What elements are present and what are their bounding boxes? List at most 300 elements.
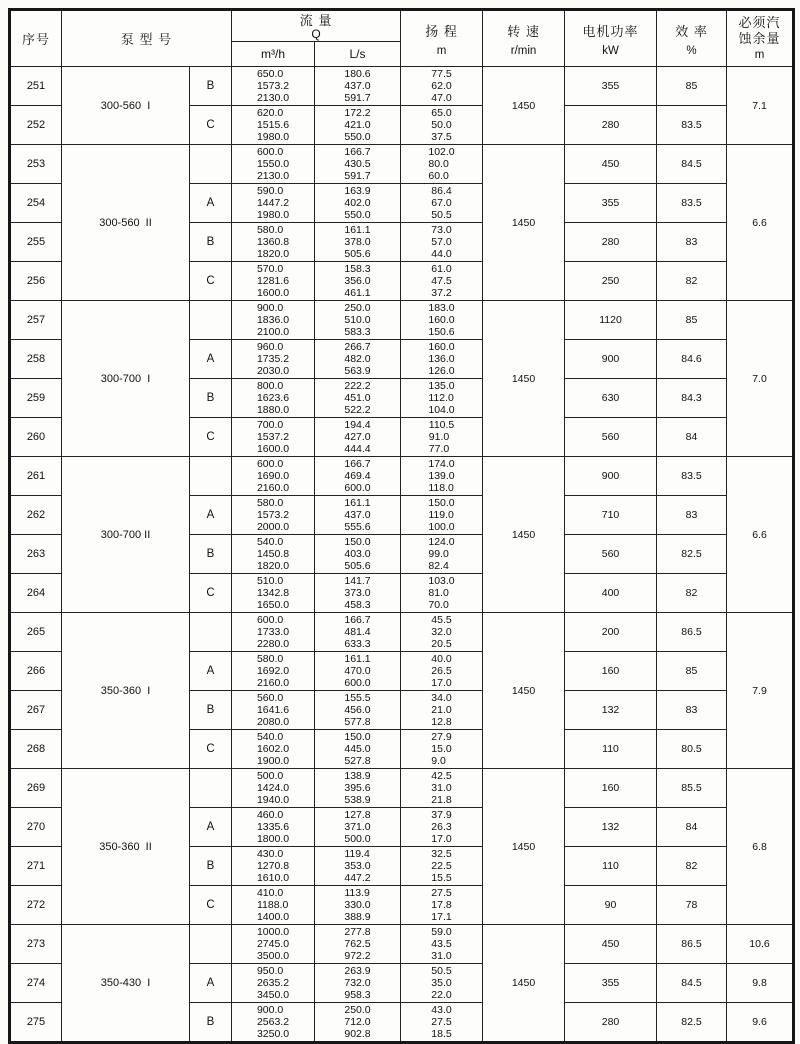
- flow-ls-cell-values: [344, 341, 370, 378]
- value-line: 141.7: [344, 574, 371, 587]
- table-row: [10, 613, 794, 652]
- value-line: 27.5: [431, 886, 452, 899]
- speed-cell: 1450: [483, 301, 565, 457]
- header-efficiency-title: 效 率: [675, 23, 708, 39]
- flow-ls-cell: [315, 145, 401, 184]
- value-line: 174.0: [428, 457, 455, 470]
- value-line: 9.0: [431, 755, 446, 768]
- eff-cell: 83: [657, 496, 727, 535]
- serial-cell: 270: [10, 808, 62, 847]
- serial-cell: 261: [10, 457, 62, 496]
- value-line: 958.3: [344, 989, 371, 1002]
- header-efficiency: [657, 10, 727, 67]
- variant-cell: [190, 925, 232, 964]
- pump-table-body: [10, 67, 794, 1043]
- value-line: 470.0: [344, 664, 371, 677]
- flow-m3h-cell: [232, 691, 315, 730]
- header-speed-stack: [483, 16, 564, 62]
- header-power: [565, 10, 657, 67]
- variant-cell: A: [190, 496, 232, 535]
- variant-cell: C: [190, 262, 232, 301]
- flow-m3h-cell: [232, 145, 315, 184]
- value-line: 80.0: [428, 157, 449, 170]
- flow-ls-cell-values: [344, 848, 370, 885]
- variant-cell: C: [190, 106, 232, 145]
- eff-cell: 82.5: [657, 1003, 727, 1043]
- value-line: 388.9: [344, 911, 371, 924]
- value-line: 560.0: [256, 691, 284, 704]
- value-line: 57.0: [431, 235, 452, 248]
- flow-ls-cell-values: [344, 965, 370, 1002]
- flow-m3h-cell: [232, 223, 315, 262]
- head-cell: [401, 262, 483, 301]
- head-cell-values: [428, 146, 454, 183]
- head-cell-values: [428, 302, 454, 339]
- header-efficiency-stack: [657, 16, 726, 62]
- serial-cell: 257: [10, 301, 62, 340]
- value-line: 1450.8: [256, 547, 290, 560]
- flow-ls-cell-values: [344, 419, 370, 456]
- head-cell: [401, 457, 483, 496]
- flow-ls-cell-values: [344, 692, 370, 729]
- value-line: 600.0: [344, 482, 371, 495]
- value-line: 437.0: [344, 79, 371, 92]
- value-line: 59.0: [431, 925, 452, 938]
- flow-ls-cell-values: [344, 107, 370, 144]
- value-line: 555.6: [344, 521, 371, 534]
- header-npsh-stack: [727, 13, 792, 65]
- value-line: 263.9: [344, 964, 371, 977]
- value-line: 34.0: [431, 691, 452, 704]
- flow-ls-cell: [315, 964, 401, 1003]
- eff-cell: 82: [657, 847, 727, 886]
- flow-m3h-cell: [232, 808, 315, 847]
- power-cell: 90: [565, 886, 657, 925]
- head-cell-values: [428, 341, 454, 378]
- value-line: 180.6: [344, 67, 371, 80]
- value-line: 35.0: [431, 976, 452, 989]
- value-line: 26.5: [431, 664, 452, 677]
- head-cell: [401, 808, 483, 847]
- value-line: 2280.0: [256, 638, 290, 651]
- head-cell: [401, 145, 483, 184]
- head-cell: [401, 1003, 483, 1043]
- flow-ls-cell: [315, 925, 401, 964]
- power-cell: 1120: [565, 301, 657, 340]
- head-cell: [401, 574, 483, 613]
- flow-m3h-cell-values: [257, 848, 289, 885]
- table-row: [10, 925, 794, 964]
- flow-m3h-cell: [232, 496, 315, 535]
- flow-ls-cell: [315, 262, 401, 301]
- pump-spec-table: [8, 8, 795, 1044]
- value-line: 1980.0: [256, 131, 290, 144]
- model-cell: 300-700 I: [62, 301, 190, 457]
- value-line: 600.0: [256, 613, 284, 626]
- value-line: 127.8: [344, 808, 371, 821]
- flow-ls-cell: [315, 769, 401, 808]
- value-line: 395.6: [344, 781, 371, 794]
- value-line: 1800.0: [256, 833, 290, 846]
- eff-cell: 83: [657, 223, 727, 262]
- value-line: 600.0: [256, 145, 284, 158]
- table-header: [10, 10, 794, 67]
- value-line: 577.8: [344, 716, 371, 729]
- flow-m3h-cell-values: [257, 653, 289, 690]
- value-line: 538.9: [344, 794, 371, 807]
- header-npsh-title-line1: 必须汽: [738, 14, 781, 30]
- value-line: 800.0: [256, 379, 284, 392]
- value-line: 60.0: [428, 170, 449, 183]
- head-cell: [401, 730, 483, 769]
- flow-ls-cell: [315, 496, 401, 535]
- value-line: 732.0: [344, 976, 371, 989]
- eff-cell: 83.5: [657, 106, 727, 145]
- npsh-cell: 9.6: [727, 1003, 794, 1043]
- value-line: 26.3: [431, 820, 452, 833]
- table-row: [10, 301, 794, 340]
- value-line: 445.0: [344, 742, 371, 755]
- value-line: 31.0: [431, 781, 452, 794]
- value-line: 550.0: [344, 131, 371, 144]
- head-cell-values: [431, 1004, 451, 1041]
- value-line: 620.0: [256, 106, 284, 119]
- value-line: 42.5: [431, 769, 452, 782]
- value-line: 65.0: [431, 106, 452, 119]
- value-line: 1820.0: [256, 560, 290, 573]
- value-line: 712.0: [344, 1015, 371, 1028]
- power-cell: 132: [565, 691, 657, 730]
- speed-cell: 1450: [483, 67, 565, 145]
- serial-cell: 259: [10, 379, 62, 418]
- value-line: 139.0: [428, 469, 455, 482]
- head-cell: [401, 67, 483, 106]
- head-cell: [401, 847, 483, 886]
- value-line: 2130.0: [256, 170, 290, 183]
- value-line: 166.7: [344, 613, 371, 626]
- flow-ls-cell-values: [344, 68, 370, 105]
- head-cell-values: [428, 536, 454, 573]
- serial-cell: 255: [10, 223, 62, 262]
- head-cell-values: [431, 614, 451, 651]
- head-cell: [401, 496, 483, 535]
- value-line: 17.0: [431, 833, 452, 846]
- head-cell: [401, 535, 483, 574]
- flow-ls-cell-values: [344, 809, 370, 846]
- head-cell: [401, 223, 483, 262]
- value-line: 3450.0: [256, 989, 290, 1002]
- value-line: 600.0: [344, 677, 371, 690]
- value-line: 600.0: [256, 457, 284, 470]
- head-cell: [401, 964, 483, 1003]
- serial-cell: 258: [10, 340, 62, 379]
- value-line: 110.5: [428, 418, 455, 431]
- value-line: 1550.0: [256, 157, 290, 170]
- header-npsh: [727, 10, 794, 67]
- power-cell: 280: [565, 106, 657, 145]
- serial-cell: 273: [10, 925, 62, 964]
- value-line: 482.0: [344, 352, 371, 365]
- value-line: 371.0: [344, 820, 371, 833]
- value-line: 451.0: [344, 391, 371, 404]
- eff-cell: 82: [657, 574, 727, 613]
- flow-m3h-cell: [232, 730, 315, 769]
- value-line: 47.0: [431, 92, 452, 105]
- power-cell: 710: [565, 496, 657, 535]
- eff-cell: 84.3: [657, 379, 727, 418]
- flow-ls-cell-values: [344, 770, 370, 807]
- value-line: 437.0: [344, 508, 371, 521]
- flow-m3h-cell-values: [257, 146, 289, 183]
- flow-m3h-cell: [232, 769, 315, 808]
- value-line: 1735.2: [256, 352, 290, 365]
- value-line: 2160.0: [256, 677, 290, 690]
- flow-ls-cell-values: [344, 302, 370, 339]
- flow-m3h-cell-values: [257, 809, 289, 846]
- value-line: 86.4: [431, 184, 452, 197]
- value-line: 135.0: [428, 379, 455, 392]
- value-line: 155.5: [344, 691, 371, 704]
- value-line: 166.7: [344, 457, 371, 470]
- header-serial: 序号: [10, 10, 62, 67]
- header-flow-ls-unit: L/s: [315, 42, 401, 67]
- variant-cell: A: [190, 652, 232, 691]
- value-line: 580.0: [256, 652, 284, 665]
- head-cell: [401, 769, 483, 808]
- flow-ls-cell: [315, 418, 401, 457]
- flow-m3h-cell-values: [257, 536, 289, 573]
- flow-m3h-cell-values: [257, 1004, 289, 1041]
- eff-cell: 86.5: [657, 613, 727, 652]
- value-line: 27.5: [431, 1015, 452, 1028]
- flow-ls-cell: [315, 67, 401, 106]
- head-cell-values: [428, 380, 454, 417]
- flow-ls-cell-values: [344, 497, 370, 534]
- value-line: 430.0: [256, 847, 284, 860]
- value-line: 1270.8: [256, 859, 290, 872]
- flow-m3h-cell-values: [257, 302, 289, 339]
- variant-cell: A: [190, 964, 232, 1003]
- head-cell-values: [431, 185, 451, 222]
- flow-m3h-cell-values: [257, 692, 289, 729]
- table-row: [10, 457, 794, 496]
- flow-m3h-cell-values: [257, 68, 289, 105]
- serial-cell: 272: [10, 886, 62, 925]
- value-line: 1600.0: [256, 443, 290, 456]
- value-line: 161.1: [344, 652, 371, 665]
- flow-m3h-cell-values: [257, 731, 289, 768]
- value-line: 1360.8: [256, 235, 290, 248]
- flow-m3h-cell: [232, 613, 315, 652]
- value-line: 510.0: [256, 574, 284, 587]
- head-cell-values: [431, 653, 451, 690]
- flow-ls-cell-values: [344, 263, 370, 300]
- variant-cell: B: [190, 223, 232, 262]
- power-cell: 110: [565, 730, 657, 769]
- value-line: 161.1: [344, 223, 371, 236]
- value-line: 481.4: [344, 625, 371, 638]
- value-line: 1537.2: [256, 430, 290, 443]
- head-cell: [401, 379, 483, 418]
- variant-cell: B: [190, 535, 232, 574]
- flow-ls-cell-values: [344, 653, 370, 690]
- value-line: 1733.0: [256, 625, 290, 638]
- head-cell-values: [431, 926, 451, 963]
- value-line: 1515.6: [256, 118, 290, 131]
- flow-m3h-cell: [232, 301, 315, 340]
- flow-m3h-cell: [232, 886, 315, 925]
- value-line: 500.0: [344, 833, 371, 846]
- serial-cell: 271: [10, 847, 62, 886]
- variant-cell: B: [190, 691, 232, 730]
- speed-cell: 1450: [483, 613, 565, 769]
- value-line: 3500.0: [256, 950, 290, 963]
- value-line: 15.0: [431, 742, 452, 755]
- serial-cell: 274: [10, 964, 62, 1003]
- value-line: 456.0: [344, 703, 371, 716]
- value-line: 126.0: [428, 365, 455, 378]
- header-head-unit: m: [436, 44, 447, 57]
- eff-cell: 82.5: [657, 535, 727, 574]
- flow-m3h-cell: [232, 262, 315, 301]
- model-cell: 350-430 I: [62, 925, 190, 1043]
- flow-ls-cell-values: [344, 926, 370, 963]
- variant-cell: [190, 301, 232, 340]
- flow-m3h-cell-values: [257, 887, 289, 924]
- flow-m3h-cell: [232, 847, 315, 886]
- flow-ls-cell: [315, 574, 401, 613]
- eff-cell: 82: [657, 262, 727, 301]
- model-cell: 300-560 II: [62, 145, 190, 301]
- value-line: 150.6: [428, 326, 455, 339]
- value-line: 427.0: [344, 430, 371, 443]
- flow-m3h-cell: [232, 379, 315, 418]
- value-line: 1836.0: [256, 313, 290, 326]
- flow-ls-cell: [315, 340, 401, 379]
- eff-cell: 85: [657, 67, 727, 106]
- value-line: 2100.0: [256, 326, 290, 339]
- value-line: 1342.8: [256, 586, 290, 599]
- value-line: 22.0: [431, 989, 452, 1002]
- value-line: 2160.0: [256, 482, 290, 495]
- eff-cell: 84.6: [657, 340, 727, 379]
- value-line: 103.0: [428, 574, 455, 587]
- flow-ls-cell: [315, 691, 401, 730]
- value-line: 138.9: [344, 769, 371, 782]
- eff-cell: 83.5: [657, 457, 727, 496]
- value-line: 500.0: [256, 769, 284, 782]
- value-line: 37.2: [431, 287, 452, 300]
- value-line: 62.0: [431, 79, 452, 92]
- value-line: 150.0: [428, 496, 455, 509]
- value-line: 70.0: [428, 599, 449, 612]
- header-head: [401, 10, 483, 67]
- header-row-1: [10, 10, 794, 42]
- value-line: 18.5: [431, 1028, 452, 1041]
- value-line: 421.0: [344, 118, 371, 131]
- header-power-stack: [565, 16, 656, 62]
- value-line: 12.8: [431, 716, 452, 729]
- flow-ls-cell: [315, 652, 401, 691]
- value-line: 21.0: [431, 703, 452, 716]
- serial-cell: 262: [10, 496, 62, 535]
- header-speed-title: 转 速: [507, 23, 540, 39]
- value-line: 77.0: [428, 443, 450, 456]
- value-line: 1602.0: [256, 742, 290, 755]
- flow-ls-cell-values: [344, 146, 370, 183]
- head-cell-values: [431, 107, 451, 144]
- flow-m3h-cell-values: [257, 224, 289, 261]
- serial-cell: 269: [10, 769, 62, 808]
- value-line: 1000.0: [256, 925, 290, 938]
- header-flow: [232, 10, 401, 42]
- value-line: 119.0: [428, 508, 454, 521]
- value-line: 1692.0: [256, 664, 290, 677]
- value-line: 150.0: [344, 730, 371, 743]
- serial-cell: 266: [10, 652, 62, 691]
- flow-ls-cell: [315, 847, 401, 886]
- value-line: 172.2: [344, 106, 371, 119]
- header-flow-m3h-unit: m³/h: [232, 42, 315, 67]
- head-cell-values: [428, 497, 454, 534]
- head-cell-values: [428, 458, 454, 495]
- value-line: 50.0: [431, 118, 452, 131]
- power-cell: 560: [565, 418, 657, 457]
- value-line: 73.0: [431, 223, 452, 236]
- value-line: 1447.2: [256, 196, 290, 209]
- value-line: 1641.6: [256, 703, 290, 716]
- head-cell: [401, 184, 483, 223]
- flow-m3h-cell: [232, 106, 315, 145]
- serial-cell: 263: [10, 535, 62, 574]
- value-line: 2130.0: [256, 92, 290, 105]
- value-line: 330.0: [344, 898, 371, 911]
- value-line: 522.2: [344, 404, 371, 417]
- variant-cell: C: [190, 574, 232, 613]
- flow-m3h-cell-values: [257, 497, 289, 534]
- value-line: 410.0: [256, 886, 284, 899]
- npsh-cell: 6.6: [727, 457, 794, 613]
- value-line: 2030.0: [256, 365, 290, 378]
- flow-m3h-cell: [232, 925, 315, 964]
- header-power-title: 电机功率: [582, 23, 639, 39]
- value-line: 650.0: [256, 67, 284, 80]
- flow-ls-cell: [315, 106, 401, 145]
- value-line: 124.0: [428, 535, 455, 548]
- value-line: 1820.0: [256, 248, 290, 261]
- flow-m3h-cell: [232, 574, 315, 613]
- value-line: 32.0: [431, 625, 452, 638]
- head-cell-values: [431, 692, 451, 729]
- head-cell: [401, 106, 483, 145]
- value-line: 2080.0: [256, 716, 290, 729]
- head-cell-values: [431, 809, 451, 846]
- flow-ls-cell-values: [344, 614, 370, 651]
- flow-ls-cell-values: [344, 731, 370, 768]
- serial-cell: 260: [10, 418, 62, 457]
- npsh-cell: 7.1: [727, 67, 794, 145]
- speed-cell: 1450: [483, 457, 565, 613]
- value-line: 527.8: [344, 755, 371, 768]
- variant-cell: [190, 613, 232, 652]
- value-line: 163.9: [344, 184, 371, 197]
- variant-cell: B: [190, 847, 232, 886]
- head-cell-values: [431, 68, 451, 105]
- flow-m3h-cell-values: [257, 614, 289, 651]
- value-line: 250.0: [344, 301, 371, 314]
- value-line: 67.0: [431, 196, 452, 209]
- value-line: 2000.0: [256, 521, 290, 534]
